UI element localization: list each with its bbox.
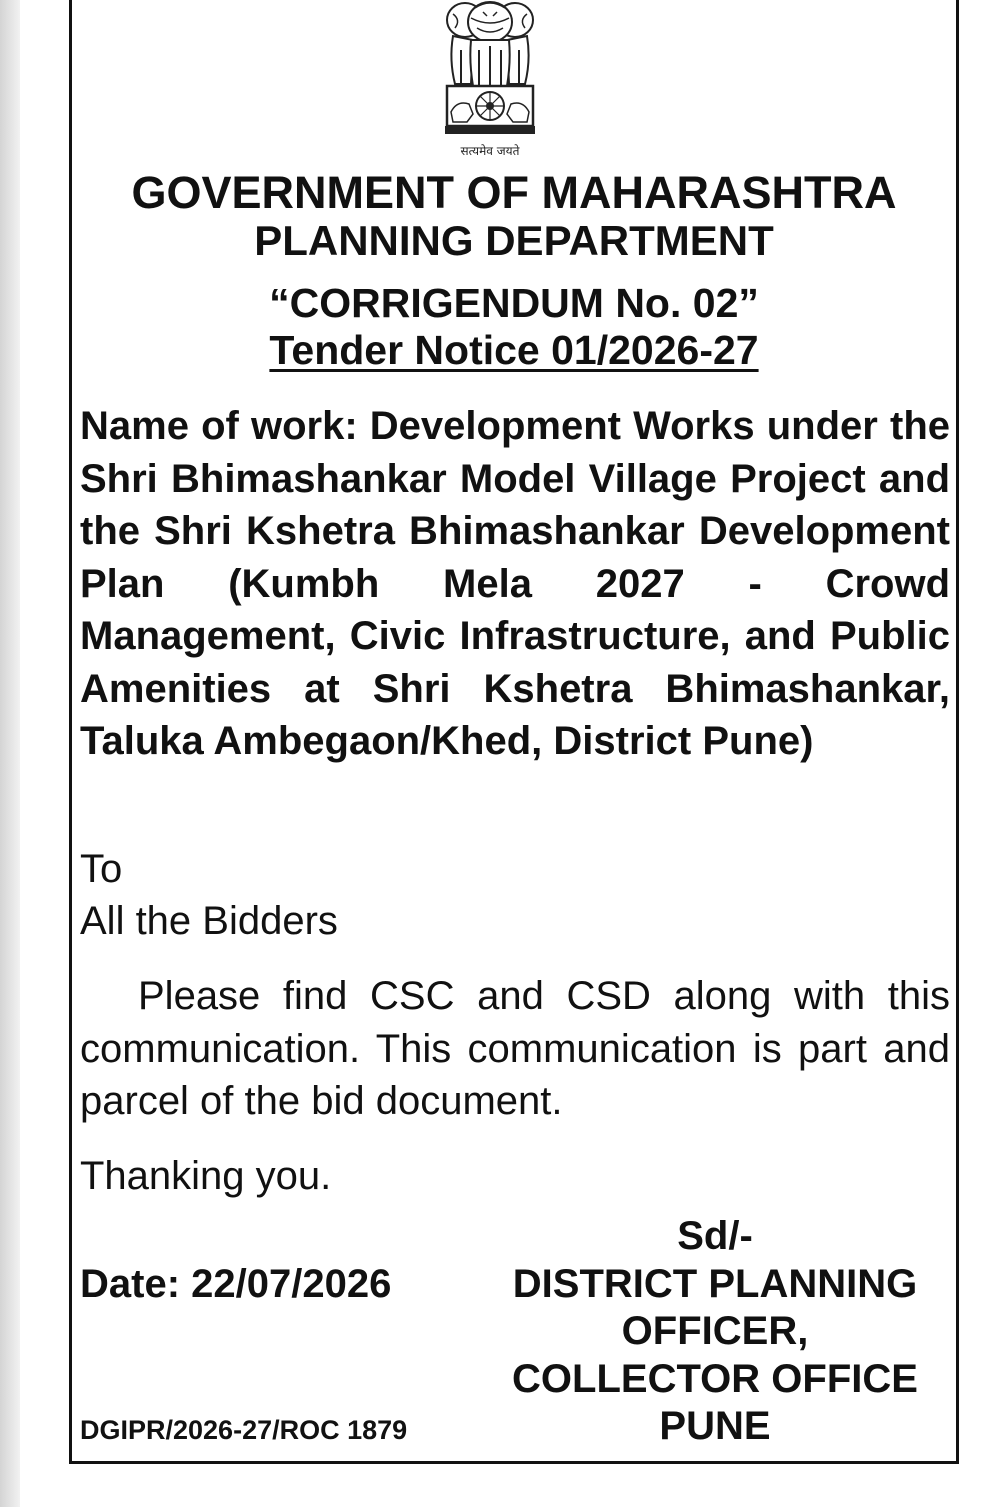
signature-sd: Sd/- (677, 1214, 753, 1258)
emblem-motto: सत्यमेव जयते (460, 144, 520, 158)
name-of-work: Name of work: Development Works under the Shri Bhimashankar Model Village Project and the Shri Kshetra Bhimashankar Development Plan (Kumbh Mela 2027 - Crowd Management, Civic Infrastructure, and Public Amenities at Shri Kshetra Bhimashankar, Taluka Ambegaon/Khed, District Pune) (80, 404, 950, 763)
notice-date: Date: 22/07/2026 (80, 1262, 392, 1306)
national-emblem-icon (435, 0, 545, 162)
tender-notice-title (72, 327, 956, 373)
government-title: GOVERNMENT OF MAHARASHTRA (131, 167, 897, 218)
reference-number: DGIPR/2026-27/ROC 1879 (80, 1415, 408, 1445)
message-paragraph: Please find CSC and CSD along with this communication. This communication is part and parcel of the bid document. (80, 974, 950, 1123)
department-title: PLANNING DEPARTMENT (254, 217, 774, 264)
tender-notice-text: Tender Notice 01/2026-27 (269, 327, 759, 373)
corrigendum-title: “CORRIGENDUM No. 02” (269, 280, 759, 326)
signatory-line-2: OFFICER, (621, 1309, 809, 1353)
signatory-line-3: COLLECTOR OFFICE (512, 1356, 918, 1401)
recipient-block (80, 843, 338, 947)
signature-block (480, 1213, 950, 1451)
page-edge-shadow (0, 0, 20, 1507)
signatory-line-1: DISTRICT PLANNING (512, 1261, 918, 1306)
signatory-line-4: PUNE (659, 1404, 771, 1448)
salutation-to: To (80, 847, 123, 891)
closing-line: Thanking you. (80, 1154, 332, 1198)
addressee: All the Bidders (80, 899, 338, 943)
